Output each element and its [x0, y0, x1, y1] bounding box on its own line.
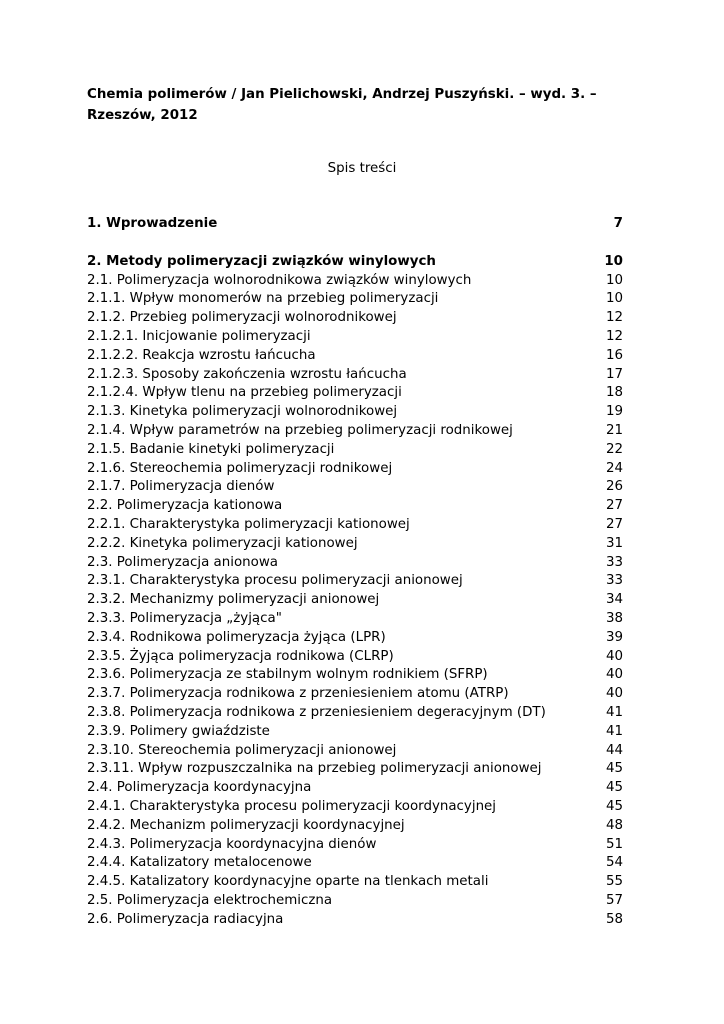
- toc-entry: [87, 629, 623, 648]
- toc-entry: [87, 742, 623, 761]
- toc-entry-title: 2.2.2. Kinetyka polimeryzacji kationowej: [87, 535, 358, 551]
- toc-entry-title: 2.3.4. Rodnikowa polimeryzacja żyjąca (LPR): [87, 629, 386, 645]
- toc-entry-title: 2.1.1. Wpływ monomerów na przebieg polimeryzacji: [87, 291, 439, 307]
- toc-page-number: 38: [605, 610, 623, 626]
- toc-page-number: 57: [605, 892, 623, 908]
- toc-entries: [87, 272, 623, 930]
- toc-page-number: 54: [605, 855, 623, 871]
- toc-entry-title: 2.3.2. Mechanizmy polimeryzacji anionowej: [87, 592, 380, 608]
- toc-page-number: 12: [605, 328, 623, 344]
- toc-page-number: 44: [605, 742, 623, 758]
- toc-entry-title: 2.2. Polimeryzacja kationowa: [87, 498, 283, 514]
- toc-entry: [87, 760, 623, 779]
- toc-page-number: 33: [605, 554, 623, 570]
- toc-chapter-title: 1. Wprowadzenie: [87, 216, 218, 231]
- toc-entry: [87, 366, 623, 385]
- toc-page-number: 27: [605, 516, 623, 532]
- toc-entry-title: 2.4.4. Katalizatory metalocenowe: [87, 855, 312, 871]
- toc-chapter-1: [87, 215, 623, 234]
- toc-entry: [87, 478, 623, 497]
- toc-page-number: 55: [605, 874, 623, 890]
- toc-page-number: 7: [613, 216, 623, 231]
- toc-entry-title: 2.1.2.1. Inicjowanie polimeryzacji: [87, 328, 311, 344]
- toc-page-number: 16: [605, 347, 623, 363]
- toc-page-number: 18: [605, 385, 623, 401]
- toc-page-number: 10: [605, 291, 623, 307]
- toc-entry-title: 2.3.7. Polimeryzacja rodnikowa z przeniesieniem atomu (ATRP): [87, 686, 509, 702]
- toc-page-number: 22: [605, 441, 623, 457]
- toc-entry-title: 2.1.4. Wpływ parametrów na przebieg polimeryzacji rodnikowej: [87, 422, 513, 438]
- toc-entry: [87, 610, 623, 629]
- toc-entry-title: 2.1.2.2. Reakcja wzrostu łańcucha: [87, 347, 316, 363]
- toc-entry-title: 2.3.1. Charakterystyka procesu polimeryzacji anionowej: [87, 573, 463, 589]
- toc-page-number: 45: [605, 761, 623, 777]
- toc-entry: [87, 347, 623, 366]
- toc-entry: [87, 892, 623, 911]
- toc-page-number: 31: [605, 535, 623, 551]
- toc-entry: [87, 648, 623, 667]
- toc-title: Spis treści: [327, 161, 397, 176]
- toc-entry-title: 2.1.6. Stereochemia polimeryzacji rodnikowej: [87, 460, 393, 476]
- toc-entry: [87, 384, 623, 403]
- toc-entry: [87, 666, 623, 685]
- toc-entry: [87, 817, 623, 836]
- toc-page-number: 51: [605, 836, 623, 852]
- toc-page-number: 39: [605, 629, 623, 645]
- toc-entry-title: 2.4.3. Polimeryzacja koordynacyjna dienów: [87, 836, 377, 852]
- toc-entry: [87, 290, 623, 309]
- toc-entry-title: 2.3.10. Stereochemia polimeryzacji anionowej: [87, 742, 397, 758]
- toc-title-wrapper: [0, 160, 724, 178]
- toc-entry-title: 2.1.5. Badanie kinetyki polimeryzacji: [87, 441, 335, 457]
- toc-page-number: 26: [605, 479, 623, 495]
- toc-page-number: 19: [605, 404, 623, 420]
- toc-page-number: 27: [605, 498, 623, 514]
- toc-page-number: 58: [605, 911, 623, 927]
- toc-entry-title: 2.1.3. Kinetyka polimeryzacji wolnorodnikowej: [87, 404, 398, 420]
- toc-chapter-2: [87, 253, 623, 272]
- toc-entry: [87, 535, 623, 554]
- toc-page-number: 48: [605, 817, 623, 833]
- toc-page-number: 33: [605, 573, 623, 589]
- toc-page-number: 10: [604, 253, 623, 269]
- toc-entry: [87, 328, 623, 347]
- toc-entry: [87, 441, 623, 460]
- toc-entry: [87, 798, 623, 817]
- toc-entry-title: 2.1.2. Przebieg polimeryzacji wolnorodnikowej: [87, 310, 397, 326]
- toc-entry-title: 2.1. Polimeryzacja wolnorodnikowa związków winylowych: [87, 272, 472, 288]
- toc-entry-title: 2.5. Polimeryzacja elektrochemiczna: [87, 892, 333, 908]
- toc-entry: [87, 723, 623, 742]
- toc-entry: [87, 309, 623, 328]
- toc-entry-title: 2.4. Polimeryzacja koordynacyjna: [87, 780, 312, 796]
- toc-entry: [87, 272, 623, 291]
- toc-entry: [87, 591, 623, 610]
- toc-page-number: 17: [605, 366, 623, 382]
- toc-page-number: 45: [605, 780, 623, 796]
- toc-page-number: 45: [605, 798, 623, 814]
- toc-entry: [87, 911, 623, 930]
- toc-page-number: 40: [605, 648, 623, 664]
- toc-page-number: 24: [605, 460, 623, 476]
- toc-page-number: 34: [605, 592, 623, 608]
- table-of-contents: [87, 215, 623, 929]
- toc-page-number: 21: [605, 422, 623, 438]
- toc-entry: [87, 497, 623, 516]
- toc-entry: [87, 460, 623, 479]
- toc-entry: [87, 572, 623, 591]
- toc-entry: [87, 836, 623, 855]
- bibliographic-record: Chemia polimerów / Jan Pielichowski, Andrzej Puszyński. – wyd. 3. – Rzeszów, 2012: [87, 87, 597, 123]
- toc-entry: [87, 554, 623, 573]
- toc-entry: [87, 873, 623, 892]
- toc-entry-title: 2.4.1. Charakterystyka procesu polimeryzacji koordynacyjnej: [87, 798, 497, 814]
- toc-entry-title: 2.1.2.4. Wpływ tlenu na przebieg polimeryzacji: [87, 385, 402, 401]
- toc-entry-title: 2.6. Polimeryzacja radiacyjna: [87, 911, 284, 927]
- toc-entry: [87, 854, 623, 873]
- toc-entry: [87, 422, 623, 441]
- toc-page-number: 10: [605, 272, 623, 288]
- toc-entry-title: 2.2.1. Charakterystyka polimeryzacji kationowej: [87, 516, 410, 532]
- toc-page-number: 40: [605, 667, 623, 683]
- toc-entry: [87, 403, 623, 422]
- toc-entry-title: 2.3. Polimeryzacja anionowa: [87, 554, 278, 570]
- toc-entry-title: 2.3.3. Polimeryzacja „żyjąca": [87, 610, 282, 626]
- toc-page-number: 12: [605, 310, 623, 326]
- toc-entry-title: 2.1.2.3. Sposoby zakończenia wzrostu łańcucha: [87, 366, 407, 382]
- toc-page-number: 40: [605, 686, 623, 702]
- toc-entry-title: 2.4.2. Mechanizm polimeryzacji koordynacyjnej: [87, 817, 405, 833]
- toc-entry-title: 2.4.5. Katalizatory koordynacyjne oparte na tlenkach metali: [87, 874, 489, 890]
- toc-entry-title: 2.3.6. Polimeryzacja ze stabilnym wolnym rodnikiem (SFRP): [87, 667, 488, 683]
- toc-spacer: [87, 234, 623, 253]
- toc-entry: [87, 516, 623, 535]
- toc-entry-title: 2.3.5. Żyjąca polimeryzacja rodnikowa (CLRP): [87, 648, 394, 664]
- toc-entry: [87, 685, 623, 704]
- toc-entry-title: 2.3.8. Polimeryzacja rodnikowa z przeniesieniem degeracyjnym (DT): [87, 704, 546, 720]
- toc-page-number: 41: [605, 704, 623, 720]
- toc-entry: [87, 779, 623, 798]
- toc-entry-title: 2.1.7. Polimeryzacja dienów: [87, 479, 275, 495]
- toc-chapter-title: 2. Metody polimeryzacji związków winylowych: [87, 253, 436, 269]
- toc-page-number: 41: [605, 723, 623, 739]
- toc-entry-title: 2.3.9. Polimery gwiaździste: [87, 723, 270, 739]
- toc-entry: [87, 704, 623, 723]
- toc-entry-title: 2.3.11. Wpływ rozpuszczalnika na przebieg polimeryzacji anionowej: [87, 761, 542, 777]
